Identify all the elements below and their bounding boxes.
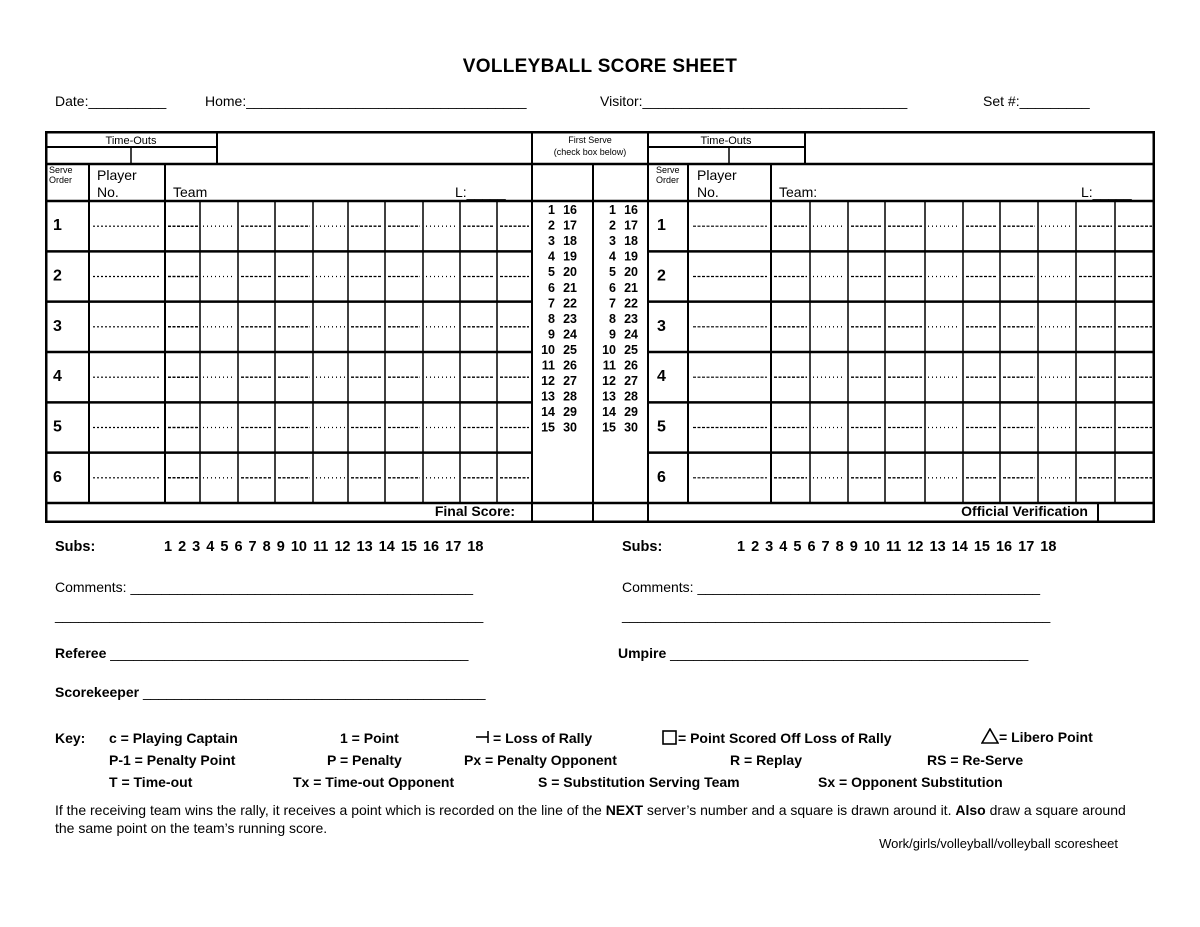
key-libero <box>981 728 1093 745</box>
libero-field-left: L:_____ <box>455 184 506 200</box>
running-score-number: 14 <box>541 405 555 420</box>
running-score-number: 21 <box>563 280 577 295</box>
player-no-label: No. <box>97 184 119 200</box>
home-field[interactable]: Home:____________________________________ <box>205 93 527 109</box>
timeouts-label-right: Time-Outs <box>700 135 752 147</box>
running-score-number: 4 <box>609 249 616 264</box>
running-score-number: 26 <box>563 358 577 373</box>
running-score-number: 2 <box>548 218 555 233</box>
running-score-number: 13 <box>602 389 616 404</box>
running-score-number: 27 <box>563 374 577 389</box>
running-score-number: 10 <box>541 342 555 357</box>
comments-right-line2[interactable]: _______________________________________________________ <box>622 607 1051 623</box>
referee-field[interactable] <box>55 645 468 661</box>
page-title: VOLLEYBALL SCORE SHEET <box>462 56 738 77</box>
running-score-number: 10 <box>602 342 616 357</box>
serve-order-6: 6 <box>53 468 62 486</box>
referee-label: Referee <box>55 645 107 661</box>
serve-order-2: 2 <box>53 267 62 285</box>
comments-left[interactable]: Comments: ____________________________________________ <box>55 579 474 595</box>
running-score-number: 22 <box>624 296 638 311</box>
key-captain: c = Playing Captain <box>109 730 238 746</box>
libero-field-right: L:_____ <box>1081 184 1132 200</box>
note-also: Also <box>955 802 986 818</box>
key-square <box>662 730 892 746</box>
team-label-right: Team: <box>779 184 818 200</box>
scorekeeper-field[interactable] <box>55 684 486 700</box>
serve-order-label: Order <box>49 175 73 185</box>
score-table <box>45 131 1155 523</box>
key-penalty-point: P-1 = Penalty Point <box>109 752 236 768</box>
running-score-number: 5 <box>548 265 555 280</box>
note-part2: server’s number and a square is drawn around it. <box>643 802 956 818</box>
subs-label-left: Subs: <box>55 539 96 555</box>
running-score-number: 3 <box>609 234 616 249</box>
running-score-number: 18 <box>563 234 577 249</box>
serve-order-5: 5 <box>657 418 666 436</box>
footer-path: Work/girls/volleyball/volleyball scoresheet <box>879 836 1118 851</box>
serve-order-label: Serve <box>49 165 73 175</box>
running-score-number: 12 <box>541 374 555 389</box>
subs-numbers-left[interactable]: 1 2 3 4 5 6 7 8 9 10 11 12 13 14 15 16 17 18 <box>164 539 484 555</box>
serve-order-3: 3 <box>657 317 666 335</box>
first-serve-label: First Serve <box>568 135 612 145</box>
running-score-number: 5 <box>609 265 616 280</box>
square-icon <box>662 730 678 745</box>
running-score-number: 1 <box>609 203 616 217</box>
running-score-number: 25 <box>563 342 577 357</box>
running-score-number: 24 <box>563 327 577 342</box>
running-score-number: 7 <box>609 296 616 311</box>
running-score-number: 6 <box>548 280 555 295</box>
comments-left-line2[interactable]: _______________________________________________________ <box>55 607 484 623</box>
serve-order-4: 4 <box>53 368 62 386</box>
serve-order-1: 1 <box>53 217 62 235</box>
serve-order-3: 3 <box>53 317 62 335</box>
running-score-number: 4 <box>548 249 555 264</box>
key-penalty: P = Penalty <box>327 752 402 768</box>
running-score-number: 23 <box>563 311 577 326</box>
running-score-number: 16 <box>563 203 577 217</box>
key-loss-of-rally <box>475 730 592 746</box>
team-label-left: Team <box>173 184 208 200</box>
serve-order-5: 5 <box>53 418 62 436</box>
running-score-number: 27 <box>624 374 638 389</box>
serve-order-label: Serve <box>656 165 680 175</box>
running-score-number: 15 <box>541 420 555 435</box>
running-score-number: 17 <box>624 218 638 233</box>
running-score-number: 2 <box>609 218 616 233</box>
running-score-number: 20 <box>624 265 638 280</box>
umpire-line: ______________________________________________ <box>670 645 1029 661</box>
serve-order-1: 1 <box>657 217 666 235</box>
serve-order-6: 6 <box>657 468 666 486</box>
running-score-number: 9 <box>548 327 555 342</box>
running-score-number: 8 <box>609 311 616 326</box>
running-score-number: 25 <box>624 342 638 357</box>
key-substitution-serving: S = Substitution Serving Team <box>538 774 740 790</box>
player-label: Player <box>697 167 737 183</box>
running-score-number: 11 <box>541 358 555 373</box>
key-reserve: RS = Re-Serve <box>927 752 1024 768</box>
running-score-number: 13 <box>541 389 555 404</box>
running-score-number: 28 <box>624 389 638 404</box>
date-field[interactable]: Date:__________ <box>55 93 167 109</box>
running-score-number: 24 <box>624 327 638 342</box>
instruction-note <box>55 801 1135 837</box>
official-verification-box[interactable] <box>1098 503 1155 522</box>
key-label: Key: <box>55 730 86 746</box>
running-score-number: 29 <box>624 405 638 420</box>
running-score-number: 14 <box>602 405 616 420</box>
player-label: Player <box>97 167 137 183</box>
score-table-frame <box>46 132 1154 522</box>
comments-right[interactable]: Comments: ____________________________________________ <box>622 579 1041 595</box>
running-score-number: 12 <box>602 374 616 389</box>
key-opponent-substitution: Sx = Opponent Substitution <box>818 774 1003 790</box>
running-score-number: 8 <box>548 311 555 326</box>
running-score-number: 3 <box>548 234 555 249</box>
key-timeout: T = Time-out <box>109 774 193 790</box>
running-score-number: 11 <box>602 358 616 373</box>
running-score-number: 22 <box>563 296 577 311</box>
running-score-number: 26 <box>624 358 638 373</box>
running-score-number: 20 <box>563 265 577 280</box>
note-part3: draw a square around the same point on the team’s running score. <box>55 802 1126 836</box>
running-score-number: 6 <box>609 280 616 295</box>
running-score-number: 7 <box>548 296 555 311</box>
umpire-label: Umpire <box>618 645 667 661</box>
referee-line: ______________________________________________ <box>110 645 469 661</box>
serve-order-label: Order <box>656 175 680 185</box>
key-point: 1 = Point <box>340 730 399 746</box>
scorekeeper-label: Scorekeeper <box>55 684 140 700</box>
running-score-number: 23 <box>624 311 638 326</box>
running-score-number: 30 <box>624 420 638 435</box>
serve-order-2: 2 <box>657 267 666 285</box>
key-square-text: = Point Scored Off Loss of Rally <box>678 730 892 746</box>
scorekeeper-line: ____________________________________________ <box>142 684 486 700</box>
official-verification-label: Official Verification <box>961 503 1088 519</box>
loss-of-rally-icon <box>475 730 493 744</box>
subs-label-right: Subs: <box>622 539 663 555</box>
key-timeout-opponent: Tx = Time-out Opponent <box>293 774 455 790</box>
visitor-field[interactable]: Visitor:__________________________________ <box>600 93 908 109</box>
set-number-field[interactable]: Set #:_________ <box>983 93 1090 109</box>
final-score-label: Final Score: <box>434 503 515 519</box>
running-score-number: 9 <box>609 327 616 342</box>
key-libero-text: = Libero Point <box>999 729 1093 745</box>
running-score-number: 30 <box>563 420 577 435</box>
key-penalty-opponent: Px = Penalty Opponent <box>464 752 617 768</box>
note-part1: If the receiving team wins the rally, it receives a point which is recorded on the line of the <box>55 802 606 818</box>
timeouts-label-left: Time-Outs <box>105 135 157 147</box>
serve-order-4: 4 <box>657 368 666 386</box>
player-no-label: No. <box>697 184 719 200</box>
triangle-icon <box>981 728 999 744</box>
running-score-number: 28 <box>563 389 577 404</box>
running-score-number: 15 <box>602 420 616 435</box>
running-score-number: 29 <box>563 405 577 420</box>
running-score-number: 17 <box>563 218 577 233</box>
key-loss-text: = Loss of Rally <box>493 730 593 746</box>
note-next: NEXT <box>605 802 644 818</box>
umpire-field[interactable] <box>618 645 1028 661</box>
subs-numbers-right[interactable]: 1 2 3 4 5 6 7 8 9 10 11 12 13 14 15 16 17 18 <box>737 539 1057 555</box>
running-score-number: 18 <box>624 234 638 249</box>
running-score-number: 21 <box>624 280 638 295</box>
key-replay: R = Replay <box>730 752 802 768</box>
running-score-number: 16 <box>624 203 638 217</box>
running-score-number: 19 <box>563 249 577 264</box>
first-serve-note: (check box below) <box>553 147 627 157</box>
running-score-number: 1 <box>548 203 555 217</box>
running-score-number: 19 <box>624 249 638 264</box>
